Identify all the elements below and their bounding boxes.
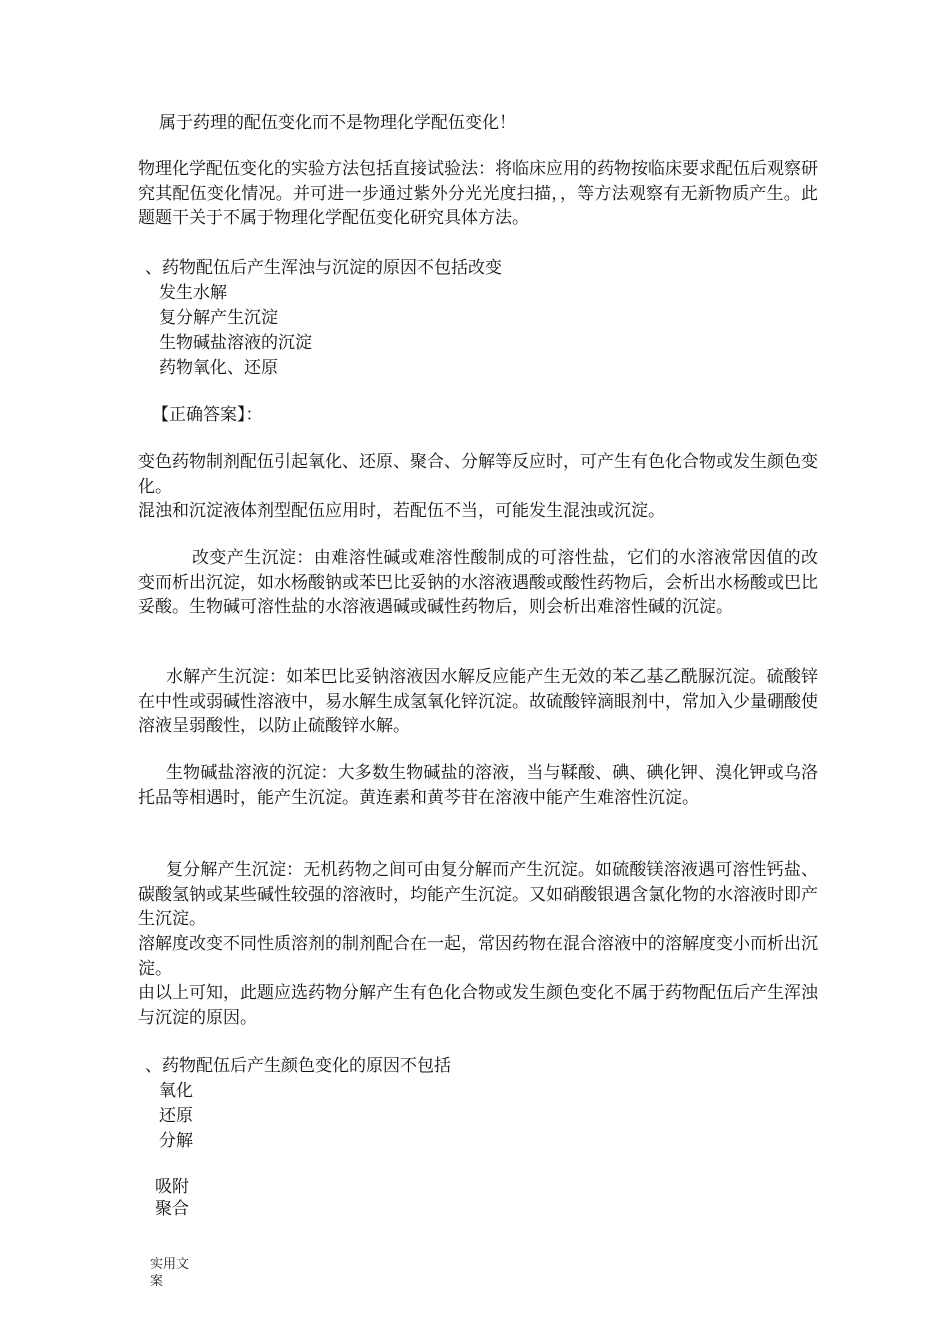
question1-option: 复分解产生沉淀 bbox=[159, 308, 278, 328]
explanation-turbidity: 混浊和沉淀液体剂型配伍应用时，若配伍不当，可能发生混浊或沉淀。 bbox=[138, 501, 665, 521]
answer-label: 【正确答案】： bbox=[152, 405, 263, 425]
explanation-conclusion: 由以上可知，此题应选药物分解产生有色化合物或发生颜色变化不属于药物配伍后产生浑浊与沉淀的原因。 bbox=[138, 983, 818, 1028]
intro-paragraph: 物理化学配伍变化的实验方法包括直接试验法：将临床应用的药物按临床要求配伍后观察研究其配伍变化情况。并可进一步通过紫外分光光度扫描，，等方法观察有无新物质产生。此题题干关于不属于物理化学配伍变化研究具体方法。 bbox=[138, 159, 818, 228]
question1-stem: 、药物配伍后产生浑浊与沉淀的原因不包括改变 bbox=[145, 258, 502, 278]
explanation-double-decomposition: 复分解产生沉淀：无机药物之间可由复分解而产生沉淀。如硫酸镁溶液遇可溶性钙盐、碳酸氢钠或某些碱性较强的溶液时，均能产生沉淀。又如硝酸银遇含氯化物的水溶液时即产生沉淀。 bbox=[138, 860, 818, 929]
question1-option: 发生水解 bbox=[159, 283, 227, 303]
question2-stem: 、药物配伍后产生颜色变化的原因不包括 bbox=[145, 1056, 451, 1076]
question1-option: 药物氧化、还原 bbox=[159, 358, 278, 378]
question2-option: 吸附 bbox=[155, 1177, 189, 1197]
question1-option: 生物碱盐溶液的沉淀 bbox=[159, 333, 312, 353]
explanation-ph-change: 改变产生沉淀：由难溶性碱或难溶性酸制成的可溶性盐，它们的水溶液常因值的改变而析出沉淀，如水杨酸钠或苯巴比妥钠的水溶液遇酸或酸性药物后，会析出水杨酸或巴比妥酸。生物碱可溶性盐的水溶液遇碱或碱性药物后，则会析出难溶性碱的沉淀。 bbox=[138, 548, 818, 617]
question2-option: 聚合 bbox=[155, 1199, 189, 1219]
explanation-hydrolysis: 水解产生沉淀：如苯巴比妥钠溶液因水解反应能产生无效的苯乙基乙酰脲沉淀。硫酸锌在中性或弱碱性溶液中，易水解生成氢氧化锌沉淀。故硫酸锌滴眼剂中，常加入少量硼酸使溶液呈弱酸性，以防止硫酸锌水解。 bbox=[138, 667, 818, 736]
question2-option: 还原 bbox=[159, 1106, 193, 1126]
question2-option: 氧化 bbox=[159, 1081, 193, 1101]
top-line: 属于药理的配伍变化而不是物理化学配伍变化！ bbox=[159, 113, 516, 133]
explanation-color-change: 变色药物制剂配伍引起氧化、还原、聚合、分解等反应时，可产生有色化合物或发生颜色变化。 bbox=[138, 452, 818, 497]
footer-label: 实用文案 bbox=[150, 1257, 190, 1289]
explanation-solubility: 溶解度改变不同性质溶剂的制剂配合在一起，常因药物在混合溶液中的溶解度变小而析出沉淀。 bbox=[138, 934, 818, 979]
question2-option: 分解 bbox=[159, 1131, 193, 1151]
explanation-alkaloid: 生物碱盐溶液的沉淀：大多数生物碱盐的溶液，当与鞣酸、碘、碘化钾、溴化钾或乌洛托品等相遇时，能产生沉淀。黄连素和黄芩苷在溶液中能产生难溶性沉淀。 bbox=[138, 763, 818, 808]
